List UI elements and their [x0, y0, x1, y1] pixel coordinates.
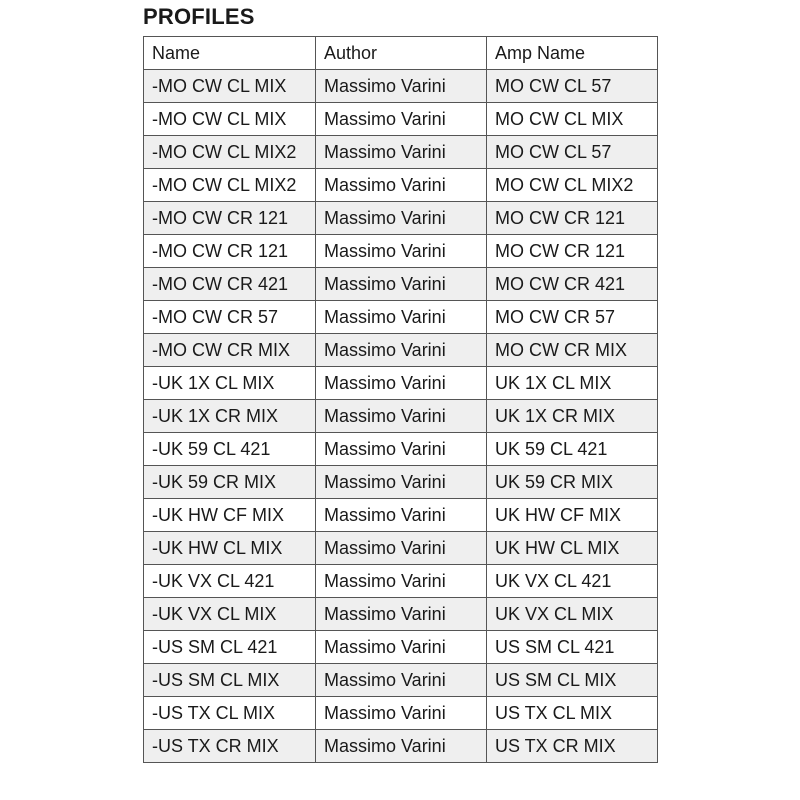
cell-amp-name: UK 1X CR MIX: [487, 400, 658, 433]
cell-amp-name: MO CW CL 57: [487, 70, 658, 103]
table-row: [144, 235, 658, 268]
cell-author: Massimo Varini: [316, 565, 487, 598]
cell-amp-name: US SM CL MIX: [487, 664, 658, 697]
cell-author: Massimo Varini: [316, 400, 487, 433]
table-row: [144, 169, 658, 202]
cell-author: Massimo Varini: [316, 598, 487, 631]
cell-author: Massimo Varini: [316, 664, 487, 697]
table-row: [144, 367, 658, 400]
cell-amp-name: MO CW CL MIX: [487, 103, 658, 136]
cell-name: -UK 1X CR MIX: [144, 400, 316, 433]
cell-amp-name: MO CW CR 421: [487, 268, 658, 301]
table-row: [144, 697, 658, 730]
cell-name: -UK VX CL MIX: [144, 598, 316, 631]
cell-author: Massimo Varini: [316, 202, 487, 235]
cell-name: -US SM CL 421: [144, 631, 316, 664]
cell-name: -UK 1X CL MIX: [144, 367, 316, 400]
cell-name: -US SM CL MIX: [144, 664, 316, 697]
cell-name: -UK 59 CR MIX: [144, 466, 316, 499]
cell-author: Massimo Varini: [316, 169, 487, 202]
cell-author: Massimo Varini: [316, 70, 487, 103]
cell-amp-name: US TX CR MIX: [487, 730, 658, 763]
table-row: [144, 334, 658, 367]
cell-amp-name: MO CW CL 57: [487, 136, 658, 169]
cell-amp-name: UK HW CL MIX: [487, 532, 658, 565]
column-header-author: Author: [316, 37, 487, 70]
profiles-table: [143, 36, 658, 763]
cell-author: Massimo Varini: [316, 334, 487, 367]
cell-name: -MO CW CR 57: [144, 301, 316, 334]
cell-name: -MO CW CL MIX: [144, 70, 316, 103]
cell-author: Massimo Varini: [316, 268, 487, 301]
table-row: [144, 301, 658, 334]
cell-author: Massimo Varini: [316, 367, 487, 400]
cell-author: Massimo Varini: [316, 532, 487, 565]
table-row: [144, 400, 658, 433]
cell-name: -UK HW CL MIX: [144, 532, 316, 565]
cell-author: Massimo Varini: [316, 466, 487, 499]
cell-amp-name: MO CW CR MIX: [487, 334, 658, 367]
table-row: [144, 664, 658, 697]
table-row: [144, 499, 658, 532]
page-title: PROFILES: [143, 4, 255, 29]
cell-amp-name: MO CW CR 121: [487, 202, 658, 235]
cell-amp-name: UK 59 CR MIX: [487, 466, 658, 499]
cell-author: Massimo Varini: [316, 235, 487, 268]
cell-amp-name: MO CW CR 57: [487, 301, 658, 334]
cell-author: Massimo Varini: [316, 103, 487, 136]
cell-author: Massimo Varini: [316, 136, 487, 169]
cell-author: Massimo Varini: [316, 730, 487, 763]
cell-name: -UK HW CF MIX: [144, 499, 316, 532]
table-row: [144, 532, 658, 565]
cell-name: -MO CW CR 421: [144, 268, 316, 301]
table-row: [144, 433, 658, 466]
cell-name: -US TX CL MIX: [144, 697, 316, 730]
cell-name: -MO CW CL MIX2: [144, 136, 316, 169]
cell-name: -MO CW CR 121: [144, 202, 316, 235]
cell-author: Massimo Varini: [316, 499, 487, 532]
cell-name: -MO CW CR MIX: [144, 334, 316, 367]
cell-name: -MO CW CL MIX: [144, 103, 316, 136]
table-header-row: [144, 37, 658, 70]
cell-amp-name: MO CW CR 121: [487, 235, 658, 268]
cell-name: -MO CW CR 121: [144, 235, 316, 268]
table-row: [144, 268, 658, 301]
table-row: [144, 202, 658, 235]
table-row: [144, 730, 658, 763]
column-header-amp-name: Amp Name: [487, 37, 658, 70]
cell-amp-name: UK 59 CL 421: [487, 433, 658, 466]
table-row: [144, 598, 658, 631]
cell-amp-name: US TX CL MIX: [487, 697, 658, 730]
cell-author: Massimo Varini: [316, 631, 487, 664]
column-header-name: Name: [144, 37, 316, 70]
cell-amp-name: UK HW CF MIX: [487, 499, 658, 532]
cell-author: Massimo Varini: [316, 697, 487, 730]
cell-author: Massimo Varini: [316, 301, 487, 334]
table-row: [144, 565, 658, 598]
cell-name: -MO CW CL MIX2: [144, 169, 316, 202]
table-row: [144, 466, 658, 499]
cell-author: Massimo Varini: [316, 433, 487, 466]
table-row: [144, 70, 658, 103]
cell-amp-name: US SM CL 421: [487, 631, 658, 664]
cell-amp-name: UK 1X CL MIX: [487, 367, 658, 400]
cell-amp-name: MO CW CL MIX2: [487, 169, 658, 202]
cell-name: -US TX CR MIX: [144, 730, 316, 763]
cell-name: -UK 59 CL 421: [144, 433, 316, 466]
table-row: [144, 103, 658, 136]
cell-amp-name: UK VX CL 421: [487, 565, 658, 598]
table-row: [144, 631, 658, 664]
cell-name: -UK VX CL 421: [144, 565, 316, 598]
table-row: [144, 136, 658, 169]
cell-amp-name: UK VX CL MIX: [487, 598, 658, 631]
